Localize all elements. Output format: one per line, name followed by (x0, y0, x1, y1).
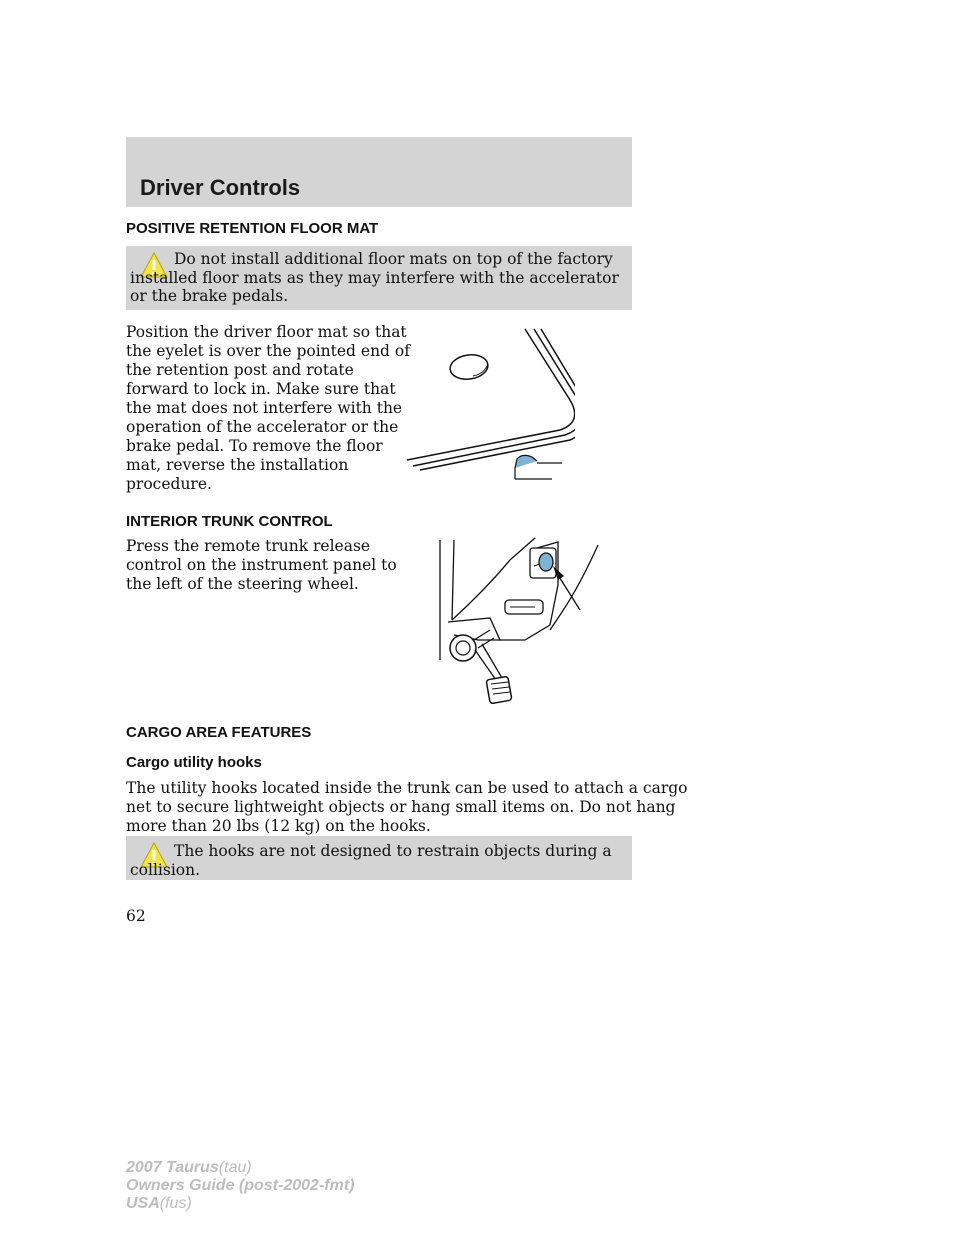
heading-trunk-control: INTERIOR TRUNK CONTROL (126, 513, 333, 530)
page-number: 62 (126, 907, 146, 925)
text-line: the retention post and rotate (126, 361, 354, 379)
text-line: mat, reverse the installation (126, 456, 349, 474)
subheading-cargo-hooks: Cargo utility hooks (126, 754, 262, 771)
section-title: Driver Controls (140, 175, 301, 200)
text-line: procedure. (126, 475, 212, 493)
text-line: brake pedal. To remove the floor (126, 437, 383, 455)
text-line: Position the driver floor mat so that (126, 323, 407, 341)
text-line: control on the instrument panel to (126, 556, 397, 574)
text-line: the eyelet is over the pointed end of (126, 342, 410, 360)
warning-text-floor-mat: Do not install additional floor mats on top of the factory installed floor mats as they may interfere with the accelerator or the brake pedals. (130, 250, 619, 305)
trunk-release-illustration (430, 530, 610, 710)
floor-mat-instructions (126, 323, 410, 494)
text-line: The utility hooks located inside the trunk can be used to attach a cargo (126, 779, 688, 797)
section-header-band (126, 137, 632, 207)
text-line: operation of the accelerator or the (126, 418, 399, 436)
cargo-hooks-text (126, 779, 688, 836)
warning-box-cargo-hooks (126, 836, 632, 880)
text-line: the left of the steering wheel. (126, 575, 359, 593)
warning-box-floor-mat (126, 246, 632, 310)
footer-model-name: 2007 Taurus (126, 1159, 219, 1176)
trunk-control-instructions (126, 537, 397, 594)
footer-line-model (126, 1159, 354, 1177)
document-footer (126, 1159, 354, 1213)
text-line: Press the remote trunk release (126, 537, 371, 555)
warning-text-cargo-hooks: The hooks are not designed to restrain objects during a collision. (130, 842, 612, 879)
heading-floor-mat: POSITIVE RETENTION FLOOR MAT (126, 220, 379, 237)
text-line: more than 20 lbs (12 kg) on the hooks. (126, 817, 431, 835)
text-line: net to secure lightweight objects or hang small items on. Do not hang (126, 798, 676, 816)
heading-cargo-area: CARGO AREA FEATURES (126, 724, 312, 741)
text-line: the mat does not interfere with the (126, 399, 403, 417)
footer-market-name: USA (126, 1195, 160, 1212)
footer-model-code: (tau) (218, 1159, 252, 1176)
footer-line-market (126, 1195, 354, 1213)
footer-guide-name: Owners Guide (post-2002-fmt) (126, 1177, 355, 1194)
text-line: forward to lock in. Make sure that (126, 380, 396, 398)
footer-market-code: (fus) (159, 1195, 192, 1212)
floor-mat-illustration (400, 320, 575, 490)
